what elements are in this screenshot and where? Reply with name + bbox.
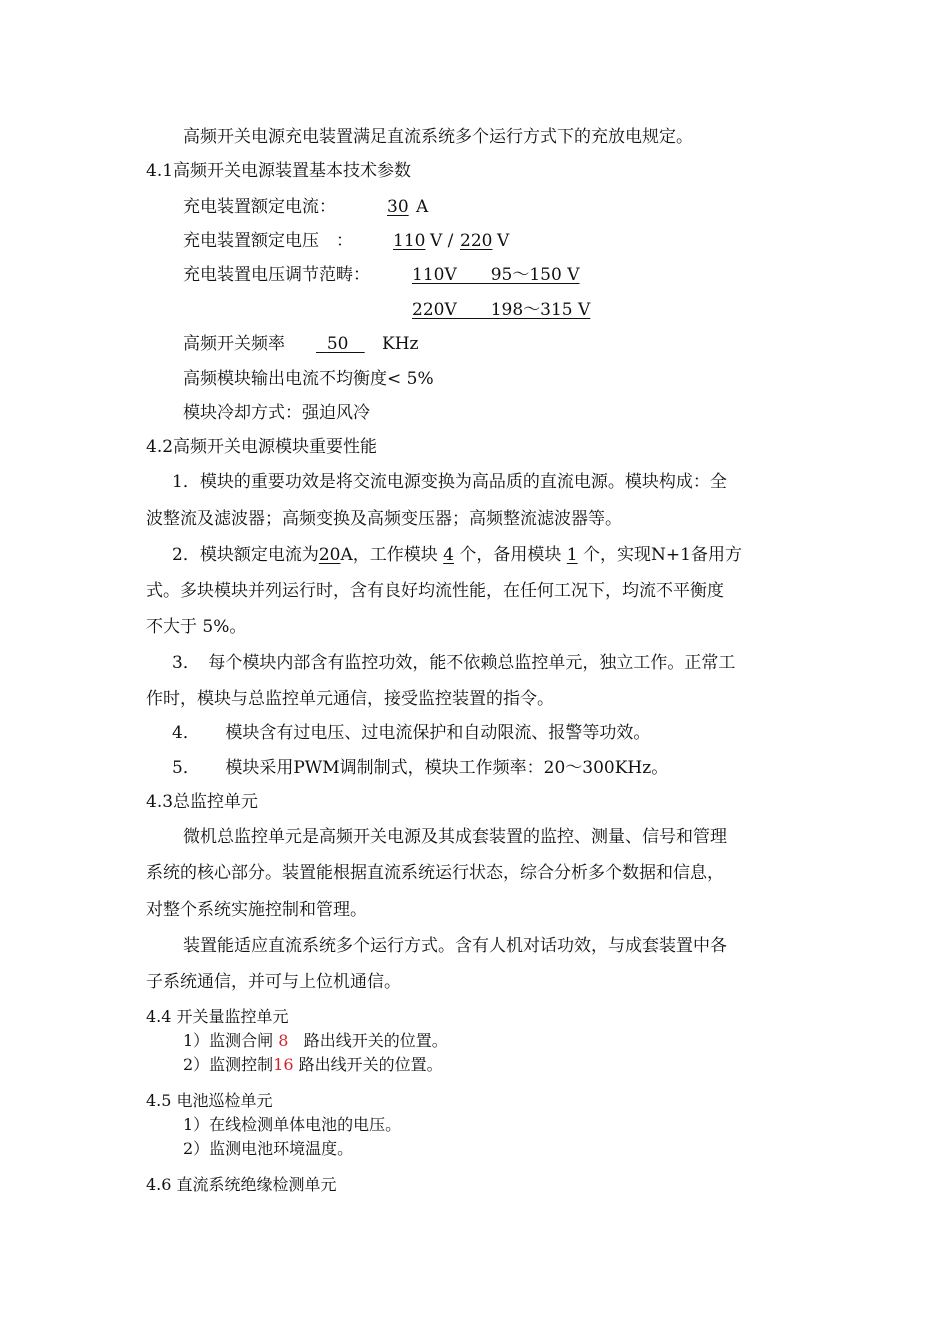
rated-voltage-label: 充电装置额定电压 ： bbox=[183, 231, 353, 251]
monitor-paragraph-2-line-1: 装置能适应直流系统多个运行方式。含有人机对话功效，与成套装置中各 bbox=[183, 936, 727, 956]
item-5: 5． 模块采用PWM调制制式，模块工作频率：20～300KHz。 bbox=[172, 758, 669, 778]
rated-current-value: 30 bbox=[387, 197, 409, 217]
section-4-1-heading: 4.1高频开关电源装置基本技术参数 bbox=[146, 161, 412, 181]
monitor-paragraph-1-line-2: 系统的核心部分。装置能根据直流系统运行状态，综合分析多个数据和信息， bbox=[146, 863, 724, 883]
item-2-line-1: 2．模块额定电流为20A，工作模块 4 个，备用模块 1 个，实现N+1备用方 bbox=[172, 545, 742, 565]
monitor-paragraph-2-line-2: 子系统通信，并可与上位机通信。 bbox=[146, 972, 401, 992]
rated-voltage-separator: V / bbox=[430, 231, 454, 251]
item-3-line-1: 3． 每个模块内部含有监控功效，能不依赖总监控单元，独立工作。正常工 bbox=[172, 653, 736, 673]
voltage-range-220: 220V 198～315 V bbox=[412, 300, 591, 320]
control-circuit-count: 16 bbox=[273, 1055, 294, 1074]
rated-voltage-unit: V bbox=[497, 231, 510, 251]
rated-voltage-110: 110 bbox=[393, 231, 426, 251]
rated-current-unit: A bbox=[416, 197, 429, 217]
item-1-line-1: 1．模块的重要功效是将交流电源变换为高品质的直流电源。模块构成：全 bbox=[172, 472, 727, 492]
current-imbalance: 高频模块输出电流不均衡度< 5% bbox=[183, 369, 434, 389]
module-rated-current: 20 bbox=[318, 545, 341, 565]
switching-frequency-value: 50 bbox=[326, 334, 349, 354]
voltage-range-label: 充电装置电压调节范畴： bbox=[183, 265, 370, 285]
section-4-6-heading: 4.6 直流系统绝缘检测单元 bbox=[146, 1175, 337, 1194]
item-2-line-3: 不大于 5%。 bbox=[146, 617, 247, 637]
section-4-5-heading: 4.5 电池巡检单元 bbox=[146, 1091, 273, 1110]
section-4-4-heading: 4.4 开关量监控单元 bbox=[146, 1007, 289, 1026]
battery-inspection-item-2: 2）监测电池环境温度。 bbox=[183, 1139, 354, 1158]
monitor-paragraph-1-line-1: 微机总监控单元是高频开关电源及其成套装置的监控、测量、信号和管理 bbox=[183, 827, 727, 847]
monitor-paragraph-1-line-3: 对整个系统实施控制和管理。 bbox=[146, 900, 367, 920]
cooling-method: 模块冷却方式：强迫风冷 bbox=[183, 403, 370, 423]
switching-frequency-unit: KHz bbox=[382, 334, 419, 354]
section-4-3-heading: 4.3总监控单元 bbox=[146, 792, 259, 812]
rated-voltage-220: 220 bbox=[460, 231, 493, 251]
working-module-count: 4 bbox=[443, 545, 454, 565]
item-3-line-2: 作时，模块与总监控单元通信，接受监控装置的指令。 bbox=[146, 689, 554, 709]
switch-monitor-item-1: 1）监测合闸 8 路出线开关的位置。 bbox=[183, 1031, 448, 1050]
closing-circuit-count: 8 bbox=[278, 1031, 289, 1050]
item-1-line-2: 波整流及滤波器；高频变换及高频变压器；高频整流滤波器等。 bbox=[146, 509, 622, 529]
intro-paragraph: 高频开关电源充电装置满足直流系统多个运行方式下的充放电规定。 bbox=[183, 127, 693, 147]
battery-inspection-item-1: 1）在线检测单体电池的电压。 bbox=[183, 1115, 402, 1134]
switch-monitor-item-2: 2）监测控制16 路出线开关的位置。 bbox=[183, 1055, 443, 1074]
item-4: 4． 模块含有过电压、过电流保护和自动限流、报警等功效。 bbox=[172, 723, 651, 743]
section-4-2-heading: 4.2高频开关电源模块重要性能 bbox=[146, 437, 378, 457]
rated-current-label: 充电装置额定电流： bbox=[183, 197, 336, 217]
spare-module-count: 1 bbox=[566, 545, 578, 565]
voltage-range-110: 110V 95～150 V bbox=[412, 265, 580, 285]
item-2-line-2: 式。多块模块并列运行时，含有良好均流性能，在任何工况下，均流不平衡度 bbox=[146, 581, 724, 601]
switching-frequency-label: 高频开关频率 bbox=[183, 334, 285, 354]
